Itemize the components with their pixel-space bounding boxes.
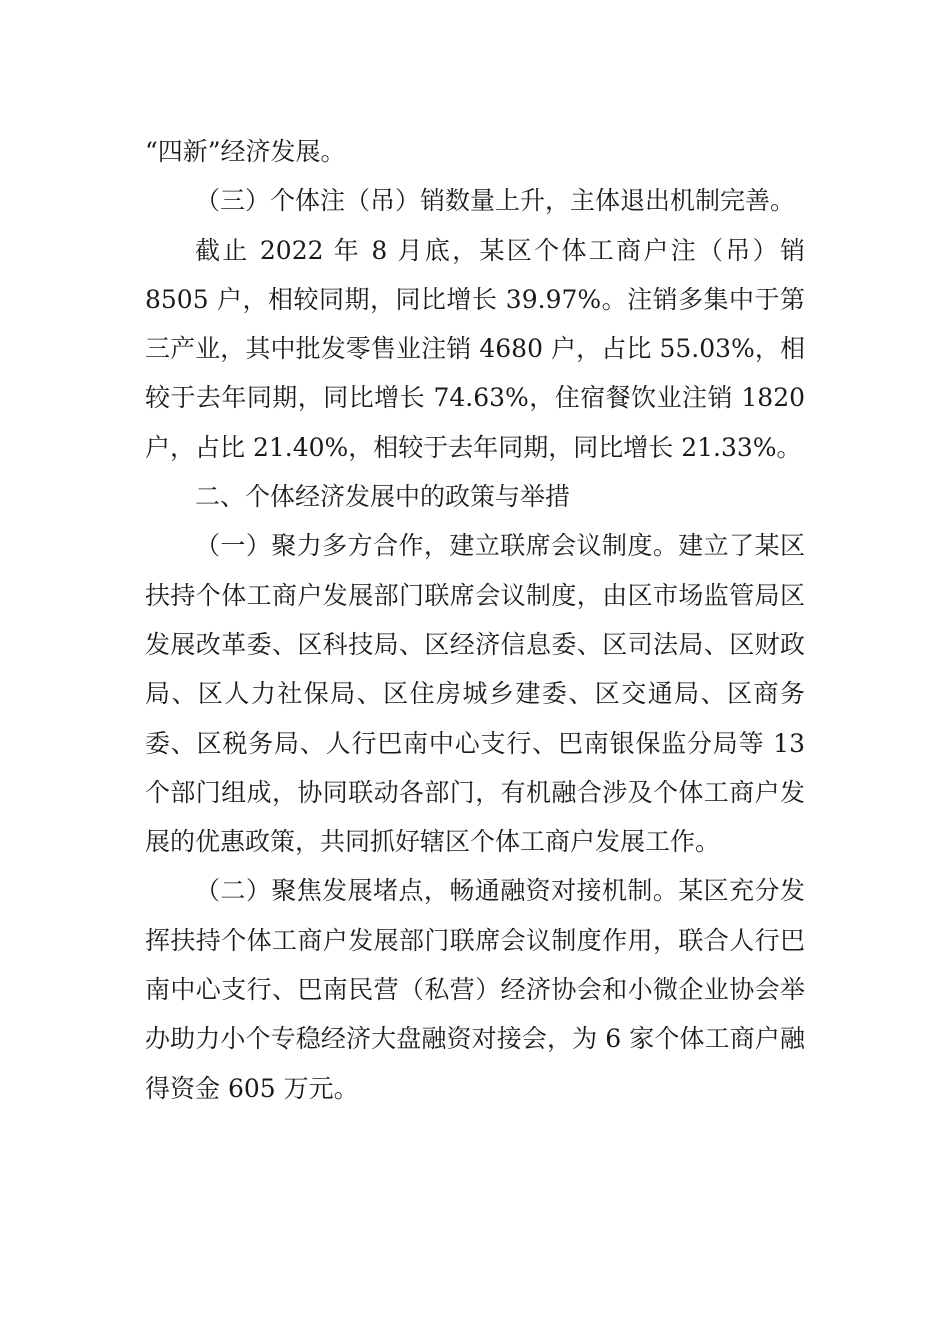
paragraph-continuation: “四新”经济发展。 bbox=[145, 137, 346, 166]
document-body bbox=[145, 127, 805, 1113]
paragraph-deregistration-stats: 截止 2022 年 8 月底，某区个体工商户注（吊）销 8505 户，相较同期，同比增长 39.97%。注销多集中于第三产业，其中批发零售业注销 4680 户，占比 55.03%，相较于去年同期，同比增长 74.63%，住宿餐饮业注销 1820 户，占比 21.40%，相较于去年同期，同比增长 21.33%。 bbox=[145, 235, 805, 462]
paragraph-financing: （二）聚焦发展堵点，畅通融资对接机制。某区充分发挥扶持个体工商户发展部门联席会议制度作用，联合人行巴南中心支行、巴南民营（私营）经济协会和小微企业协会举办助力小个专稳经济大盘融资对接会，为 6 家个体工商户融得资金 605 万元。 bbox=[145, 876, 805, 1103]
section-heading-3: （三）个体注（吊）销数量上升，主体退出机制完善。 bbox=[195, 186, 796, 216]
chapter-heading-2: 二、个体经济发展中的政策与举措 bbox=[195, 482, 571, 512]
paragraph-joint-meeting: （一）聚力多方合作，建立联席会议制度。建立了某区扶持个体工商户发展部门联席会议制度，由区市场监管局区发展改革委、区科技局、区经济信息委、区司法局、区财政局、区人力社保局、区住房城乡建委、区交通局、区商务委、区税务局、人行巴南中心支行、巴南银保监分局等 13 个部门组成，协同联动各部门，有机融合涉及个体工商户发展的优惠政策，共同抓好辖区个体工商户发展工作。 bbox=[145, 531, 805, 857]
